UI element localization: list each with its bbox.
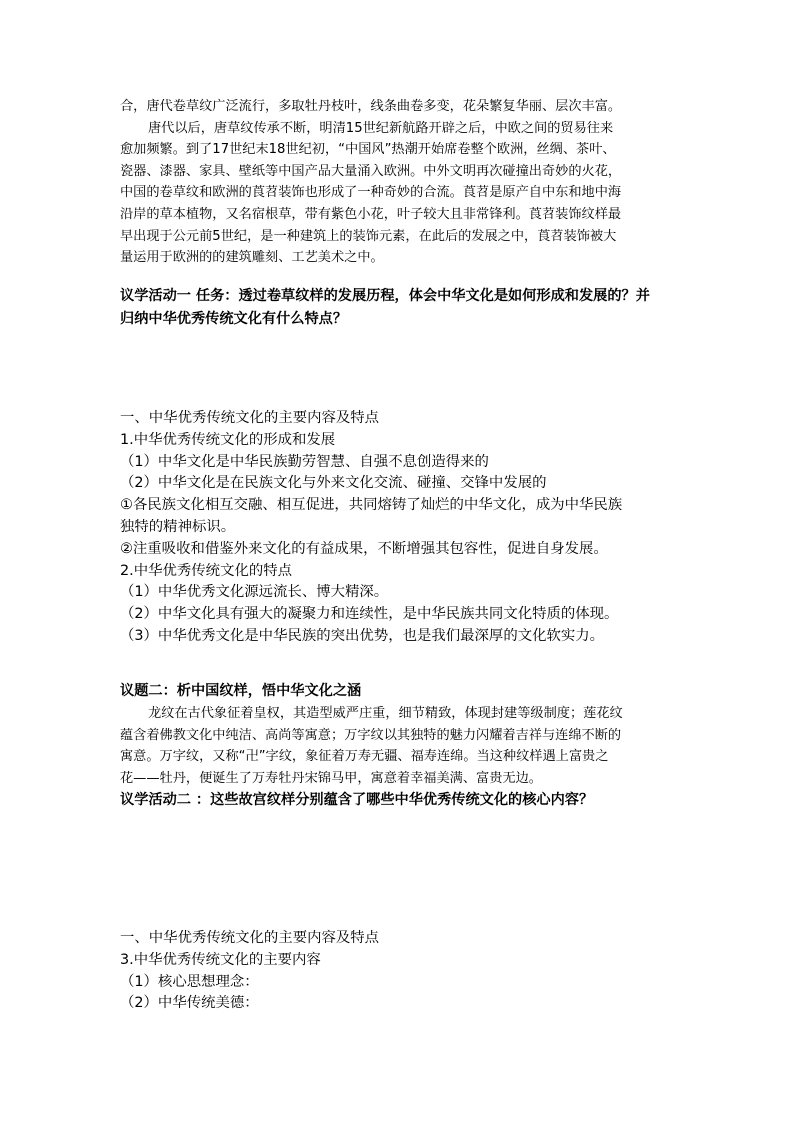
topic-paragraph (120, 703, 680, 789)
text-line: 龙纹在古代象征着皇权，其造型威严庄重，细节精致，体现封建等级制度；莲花纹 (148, 706, 623, 721)
text-line: 花——牡丹，便诞生了万寿牡丹宋锦马甲，寓意着幸福美满、富贵无边。 (120, 770, 542, 786)
text-line: 中国的卷草纹和欧洲的莨苕装饰也形成了一种奇妙的合流。莨苕是原产自中东和地中海 (120, 185, 622, 201)
outline-item: ②注重吸收和借鉴外来文化的有益成果，不断增强其包容性，促进自身发展。 (120, 540, 608, 557)
outline-item: ①各民族文化相互交融、相互促进，共同熔铸了灿烂的中华文化，成为中华民族 (120, 497, 623, 514)
outline-item: （1）中华优秀文化源远流长、博大精深。 (120, 584, 389, 601)
section-heading: 一、中华优秀传统文化的主要内容及特点 (120, 930, 380, 946)
text-line: 早出现于公元前5世纪，是一种建筑上的装饰元素，在此后的发展之中，莨苕装饰被大 (120, 228, 617, 244)
outline-item: （1）核心思想理念： (120, 973, 259, 990)
section-heading: 一、中华优秀传统文化的主要内容及特点 (120, 410, 380, 426)
outline-item: 独特的精神标识。 (120, 518, 236, 535)
section-one-outline (120, 408, 680, 648)
outline-item: （2）中华文化具有强大的凝聚力和连续性，是中华民族共同文化特质的体现。 (120, 606, 619, 623)
subsection-heading: 2.中华优秀传统文化的特点 (120, 562, 293, 579)
text-line: 蕴含着佛教文化中纯洁、高尚等寓意；万字纹以其独特的魅力闪耀着吉祥与连绵不断的 (120, 727, 622, 743)
text-line: 愈加频繁。到了17世纪末18世纪初，“中国风”热潮开始席卷整个欧洲，丝绸、茶叶、 (120, 142, 616, 158)
section-two-outline (120, 928, 680, 1015)
text-line: 议学活动一 任务：透过卷草纹样的发展历程，体会中华文化是如何形成和发展的？并 (120, 288, 650, 304)
outline-item: （2）中华文化是在民族文化与外来文化交流、碰撞、交锋中发展的 (120, 475, 547, 492)
activity-one-task (120, 285, 680, 331)
text-line: 寓意。万字纹，又称“卍”字纹，象征着万寿无疆、福寿连绵。当这种纹样遇上富贵之 (120, 749, 609, 765)
activity-two-task: 议学活动二 ：这些故宫纹样分别蕴含了哪些中华优秀传统文化的核心内容？ (120, 792, 594, 809)
text-line: 合，唐代卷草纹广泛流行，多取牡丹枝叶，线条曲卷多变，花朵繁复华丽、层次丰富。 (120, 99, 622, 114)
history-paragraph (120, 96, 680, 269)
outline-item: （3）中华优秀文化是中华民族的突出优势，也是我们最深厚的文化软实力。 (120, 627, 605, 644)
text-line: 量运用于欧洲的的建筑雕刻、工艺美术之中。 (120, 250, 384, 266)
subsection-heading: 3.中华优秀传统文化的主要内容 (120, 951, 321, 968)
text-line: 沿岸的草本植物，又名宿根草，带有紫色小花，叶子较大且非常锋利。莨苕装饰纹样最 (120, 206, 622, 222)
text-line: 归纳中华优秀传统文化有什么特点？ (120, 311, 348, 327)
subsection-heading: 1.中华优秀传统文化的形成和发展 (120, 431, 336, 448)
outline-item: （2）中华传统美德： (120, 995, 259, 1012)
outline-item: （1）中华文化是中华民族勤劳智慧、自强不息创造得来的 (120, 453, 489, 470)
text-line: 唐代以后，唐草纹传承不断，明清15世纪新航路开辟之后，中欧之间的贸易往来 (148, 120, 614, 136)
topic-two (120, 680, 680, 812)
text-line: 瓷器、漆器、家具、壁纸等中国产品大量涌入欧洲。中外文明再次碰撞出奇妙的火花， (120, 163, 622, 179)
topic-title: 议题二：析中国纹样，悟中华文化之涵 (120, 683, 362, 699)
